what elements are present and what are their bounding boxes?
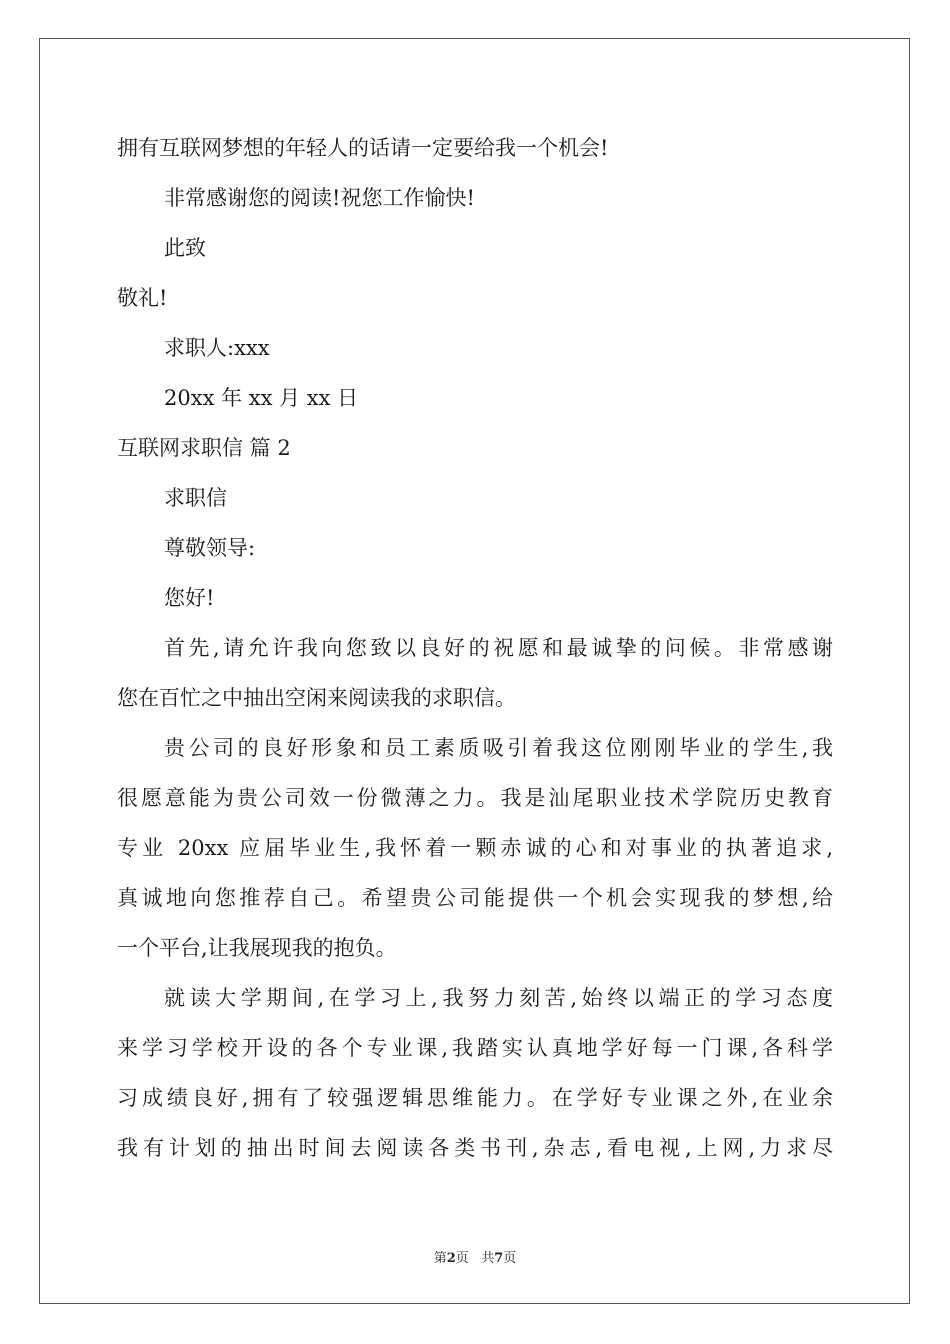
footer-total-prefix: 共 — [481, 1251, 495, 1266]
text-line: 拥有互联网梦想的年轻人的话请一定要给我一个机会! — [117, 136, 609, 160]
text-line: 此致 — [164, 236, 206, 260]
text-line: 来学习学校开设的各个专业课,我踏实认真地学好每一门课,各科学 — [117, 1036, 833, 1060]
text-line: 就读大学期间,在学习上,我努力刻苦,始终以端正的学习态度 — [164, 986, 833, 1010]
text-line: 真诚地向您推荐自己。希望贵公司能提供一个机会实现我的梦想,给 — [117, 886, 833, 910]
page-total: 7 — [494, 1251, 504, 1266]
footer-total-suffix: 页 — [503, 1251, 517, 1266]
page-number: 2 — [446, 1251, 456, 1266]
section-heading: 互联网求职信 篇 2 — [117, 436, 291, 460]
text-line: 贵公司的良好形象和员工素质吸引着我这位刚刚毕业的学生,我 — [164, 736, 833, 760]
text-line: 敬礼! — [117, 286, 168, 310]
footer-page-suffix: 页 — [455, 1251, 469, 1266]
footer-prefix: 第 — [433, 1251, 447, 1266]
page-footer — [0, 1247, 950, 1266]
text-line: 20xx 年 xx 月 xx 日 — [164, 386, 359, 410]
text-line: 我有计划的抽出时间去阅读各类书刊,杂志,看电视,上网,力求尽 — [117, 1136, 833, 1160]
text-line: 非常感谢您的阅读!祝您工作愉快! — [164, 186, 475, 210]
text-line: 首先,请允许我向您致以良好的祝愿和最诚挚的问候。非常感谢 — [164, 636, 833, 660]
greeting: 您好! — [164, 586, 215, 610]
text-line: 很愿意能为贵公司效一份微薄之力。我是汕尾职业技术学院历史教育 — [117, 786, 833, 810]
document-body — [117, 128, 833, 1178]
text-line: 您在百忙之中抽出空闲来阅读我的求职信。 — [117, 686, 516, 710]
text-line: 求职人:xxx — [164, 336, 270, 360]
letter-title: 求职信 — [164, 486, 227, 510]
text-line: 一个平台,让我展现我的抱负。 — [117, 936, 397, 960]
salutation: 尊敬领导: — [164, 536, 256, 560]
text-line: 专业 20xx 应届毕业生,我怀着一颗赤诚的心和对事业的执著追求, — [117, 836, 833, 860]
text-line: 习成绩良好,拥有了较强逻辑思维能力。在学好专业课之外,在业余 — [117, 1086, 833, 1110]
